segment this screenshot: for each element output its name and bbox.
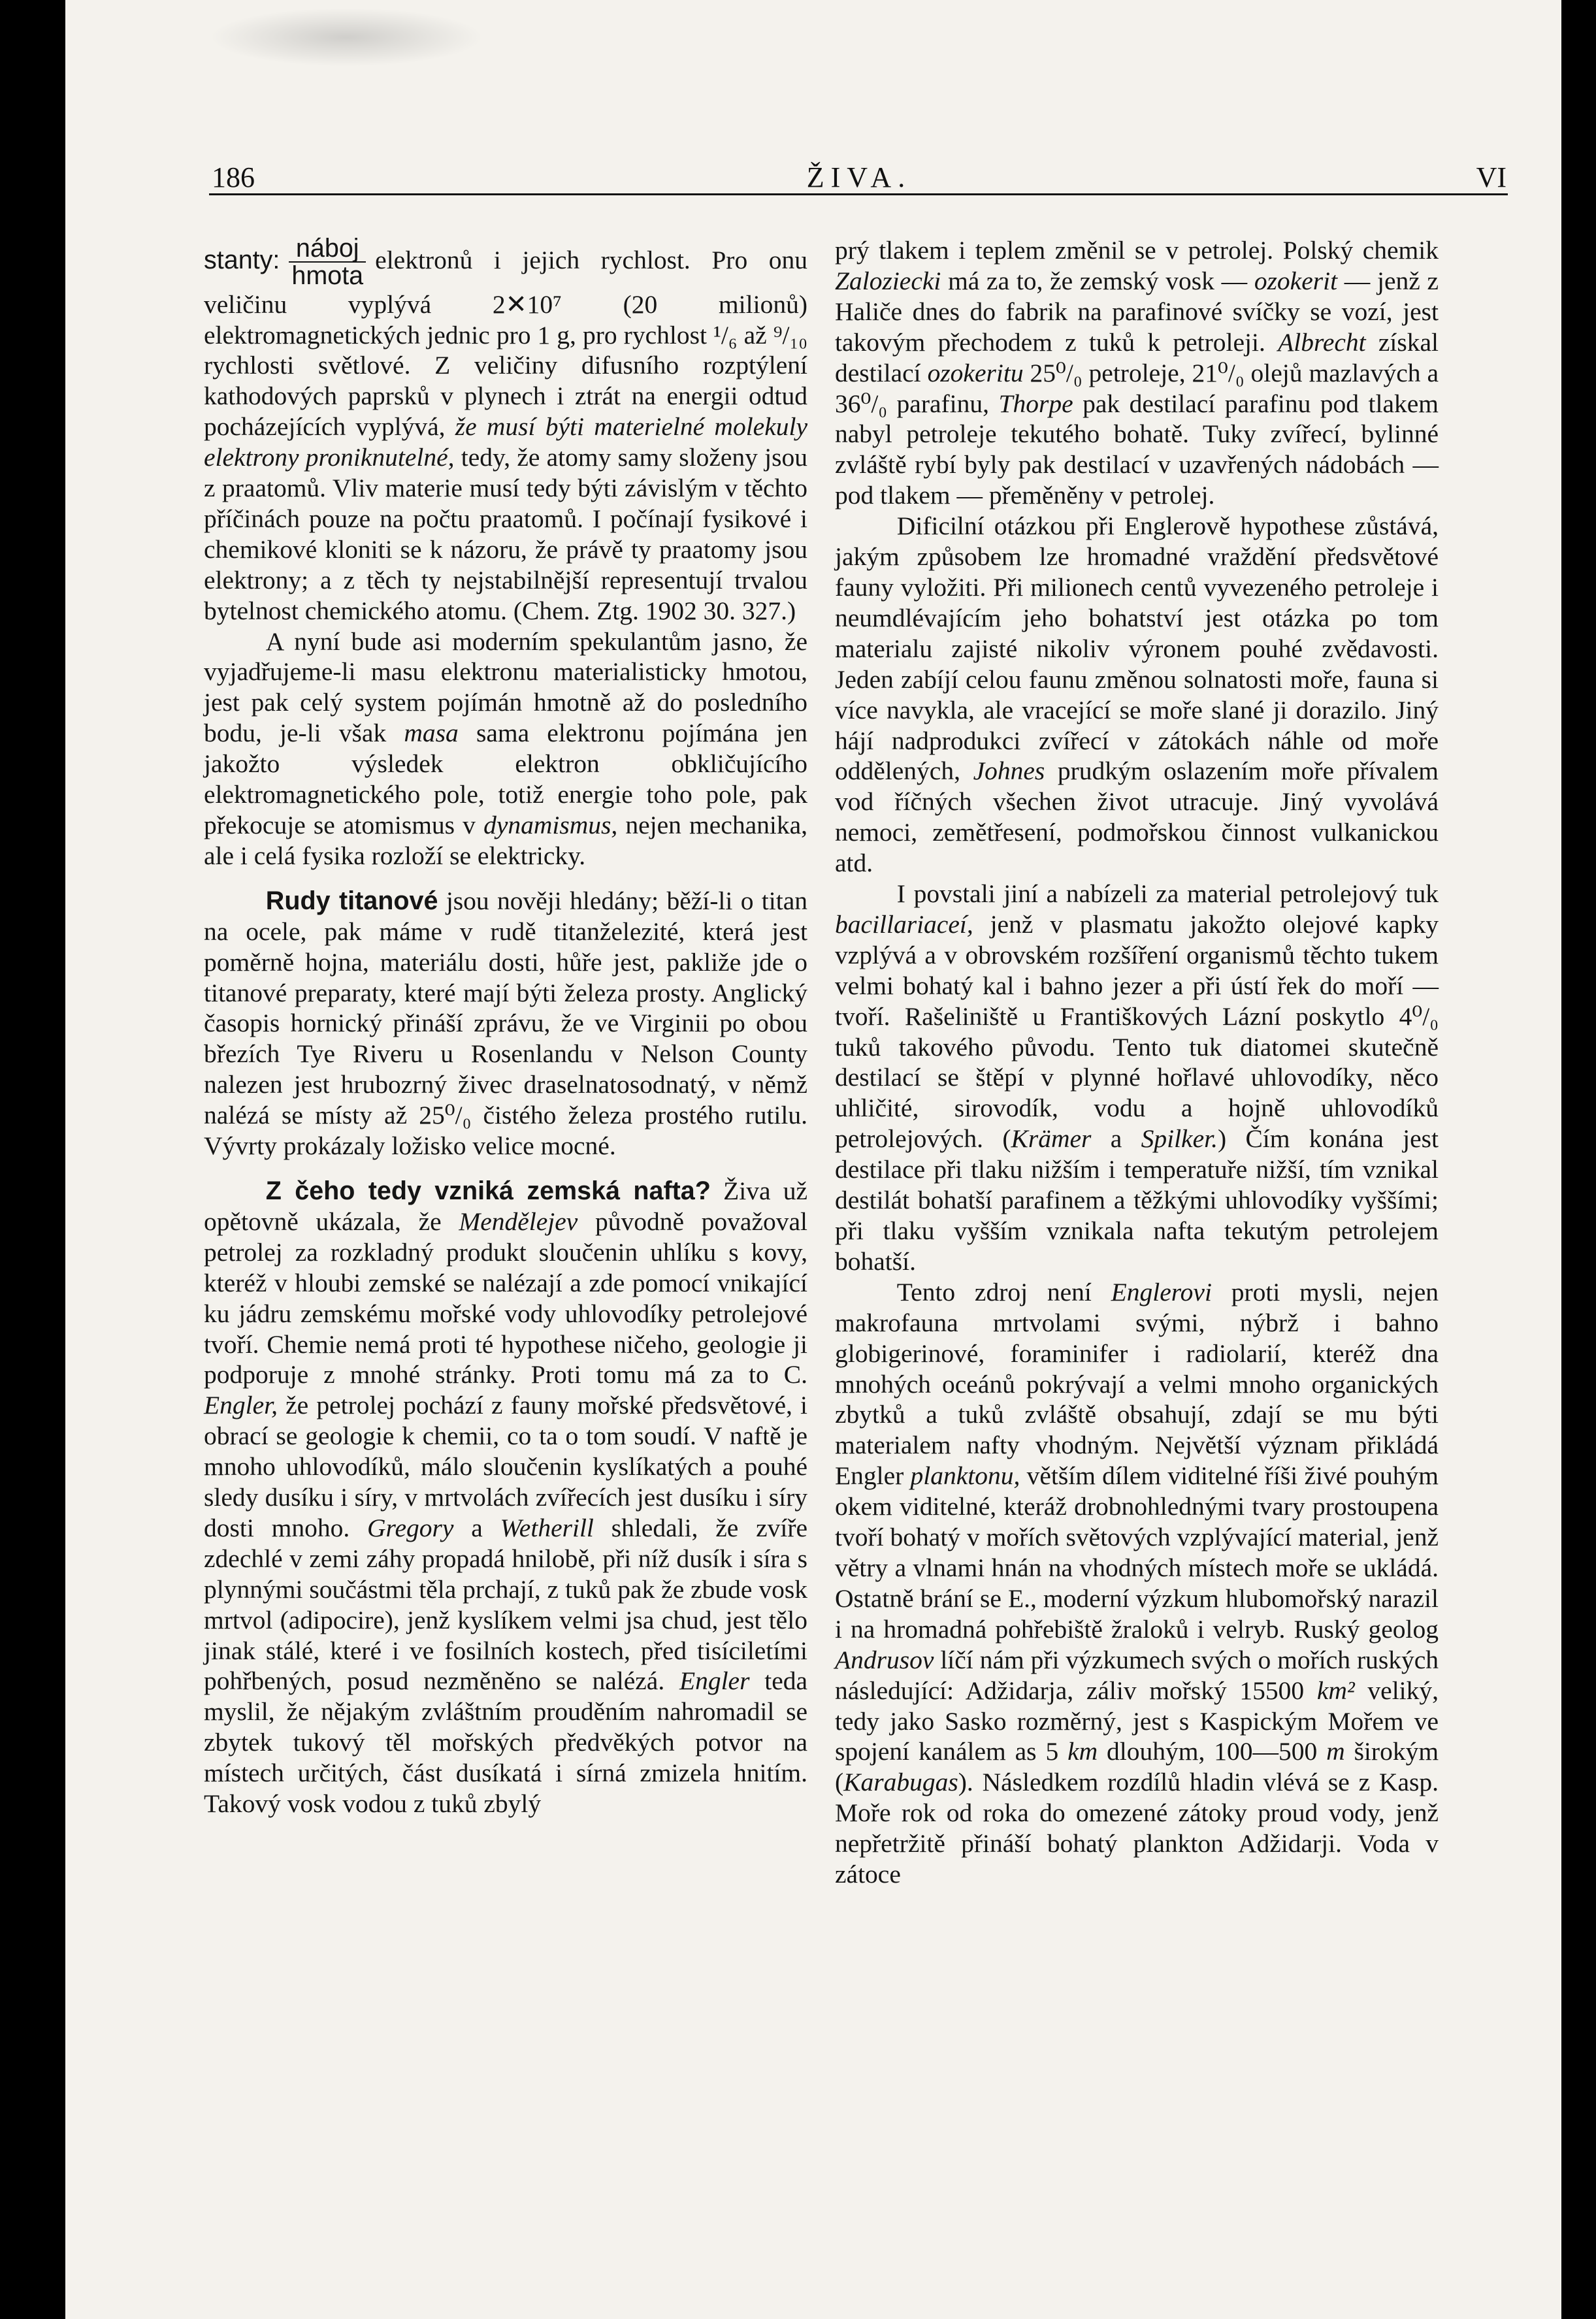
page-number: 186 <box>212 161 255 193</box>
paragraph-plankton: Tento zdroj není Englerovi proti mysli, nejen makrofauna mrtvolami svými, nýbrž i bahno globigerinové, foraminifer i radiolarií, kteréž dna mnohých oceánů pokrývají a velmi mnoho organických zbytků a tuků zvláště obsahují, zdají se mu býti materialem nafty vhodným. Největší význam přikládá Engler planktonu, větším dílem viditelné říši živé pouhým okem viditelné, kteráž drobnohlednými tvary prostoupena tvoří bohatý v mořích světových vzplývající material, jenž větry a vlnami hnán na vhodných místech moře se ukládá. Ostatně brání se E., moderní výzkum hlubomořský narazil i na hromadná pohřebiště žraloků i velryb. Ruský geolog Andrusov líčí nám při výzkumech svých o mořích ruských následující: Adžidarja, záliv mořský 15500 km² veliký, tedy jako Sasko rozměrný, jest s Kaspickým Mořem ve spojení kanálem as 5 km dlouhým, 100—500 m širokým (Karabugas). Následkem rozdílů hladin vlévá se z Kasp. Moře rok od roka do omezené zátoky proud vody, jenž nepřetržitě přináší bohatý plankton Adžidarji. Voda v zátoce <box>835 1277 1439 1889</box>
right-column <box>835 235 1439 1890</box>
section-heading-zemska-nafta: Z čeho tedy vzniká zemská nafta? <box>265 1176 711 1205</box>
paragraph-bacillariacei: I povstali jiní a nabízeli za material petrolejový tuk bacillariaceí, jenž v plasmatu jakožto olejové kapky vzplývá a v obrovském rozšíření organismů těchto tukem velmi bohatý kal i bahno jezer a při ústí řek do moří — tvoří. Rašeliniště u Františkových Lázní poskytlo 4⁰/₀ tuků takového původu. Tento tuk diatomei skutečně destilací se štěpí v plynné hořlavé uhlovodíky, něco uhličité, sirovodík, vodu a hojně uhlovodíků petrolejových. (Krämer a Spilker.) Čím konána jest destilace při tlaku nižším i temperatuře nižší, tím vznikal destilát bohatší parafinem a těžkými uhlovodíky vyššími; při tlaku vyšším vznikala nafta tekutým petrolejem bohatší. <box>835 879 1439 1276</box>
page <box>65 0 1561 2319</box>
constants-lead: stanty: <box>204 245 280 274</box>
paragraph-englerova-hypothesa: Dificilní otázkou při Englerově hypothese zůstává, jakým způsobem lze hromadné vraždění předsvětové fauny vyložiti. Při milionech centů vyvezeného petroleje i neumdlévajícím jeho bohatství jest otázka po tom materialu zajisté nikoliv výronem pouhé zvědavosti. Jeden zabíjí celou faunu změnou solnatosti moře, fauna si více navykla, ale vracející se moře slané ji dorazilo. Jiný hájí nadprodukci zvířecí v zátokách náhle od moře oddělených, Johnes prudkým oslazením moře přívalem vod říčných všechen život utracuje. Jiný vyvolává nemoci, zemětřesení, podmořskou činnost vulkanickou atd. <box>835 511 1439 878</box>
paragraph-electron-constants: stanty: $\frac{\text{náboj}}{\text{hmota}}$ elektronů i jejich rychlost. Pro onu veličinu vyplývá 2✕10⁷ (20 milionů) elektromagnetických jednic pro 1 g, pro rychlost ¹/₆ až ⁹/₁₀ rychlosti světlové. Z veličiny difusního rozptýlení kathodových paprsků v plynech i ztrát na energii odtud pocházejících vyplývá, že musí býti materielné molekuly elektrony proniknutelné, tedy, že atomy samy složeny jsou z praatomů. Vliv materie musí tedy býti závislým v těchto příčinách pouze na počtu praatomů. I počínají fysikové i chemikové kloniti se k názoru, že právě ty praatomy jsou elektrony; a z těch ty nejstabilnější representují trvalou bytelnost chemického atomu. (Chem. Ztg. 1902 30. 327.) <box>204 234 807 625</box>
article-rudy-titanove: Rudy titanové jsou nověji hledány; běží-li o titan na ocele, pak máme v rudě titanželezité, která jest poměrně hojna, materiálu dosti, hůře jest, pakliže jde o titanové preparaty, které mají býti železa prosty. Anglický časopis hornický přináší zprávu, že ve Virginii po obou březích Tye Riveru u Rosenlandu v Nelson County nalezen jest hrubozrný živec draselnatosodnatý, v němž nalézá se místy až 25⁰/₀ čistého železa prostého rutilu. Vývrty prokázaly ložisko velice mocné. <box>204 886 808 1161</box>
section-heading-rudy-titanove: Rudy titanové <box>265 886 438 915</box>
paragraph-ozokerit: prý tlakem i teplem změnil se v petrolej. Polský chemik Zaloziecki má za to, že zemský vosk — ozokerit — jenž z Haliče dnes do fabrik na parafinové svíčky se vozí, jest takovým přechodem z tuků k petroleji. Albrecht získal destilací ozokeritu 25⁰/₀ petroleje, 21⁰/₀ olejů mazlavých a 36⁰/₀ parafinu, Thorpe pak destilací parafinu pod tlakem nabyl petroleje tekutého bohatě. Tuky zvířecí, bylinné zvláště rybí byly pak destilací v uzavřených nádobách — pod tlakem — přeměněny v petrolej. <box>835 236 1439 510</box>
header-rule <box>209 193 1508 195</box>
fraction-denominator: hmota <box>291 261 364 291</box>
volume-number: VI <box>1476 161 1506 193</box>
fraction-numerator: náboj <box>289 235 366 263</box>
paragraph-masa-elektronu: A nyní bude asi moderním spekulantům jasno, že vyjadřujeme-li masu elektronu materialisticky hmotou, jest pak celý system pojímán hmotně až do posledního bodu, je-li však masa sama elektronu pojímána jen jakožto výsledek elektron obkličujícího elektromagnetického pole, totiž energie toho pole, pak překocuje se atomismus v dynamismus, nejen mechanika, ale i celá fysika rozloží se elektricky. <box>204 626 808 870</box>
scan-smudge <box>209 8 483 67</box>
charge-mass-fraction <box>289 235 366 289</box>
left-column <box>204 235 807 1819</box>
article-zemska-nafta: Z čeho tedy vzniká zemská nafta? Živa už opětovně ukázala, že Mendělejev původně považoval petrolej za rozkladný produkt sloučenin uhlíku s kovy, kteréž v hloubi zemské se nalézají a zde pomocí vnikající ku jádru zemskému mořské vody uhlovodíky petrolejové tvoří. Chemie nemá proti té hypothese ničeho, geologie ji podporuje z mnohé stránky. Proti tomu má za to C. Engler, že petrolej pochází z fauny mořské předsvětové, i obrací se geologie k chemii, co ta o tom soudí. V naftě je mnoho uhlovodíků, málo sloučenin kyslíkatých a pouhé sledy dusíku i síry, v mrtvolách zvířecích jest dusíku i síry dosti mnoho. Gregory a Wetherill shledali, že zvíře zdechlé v zemi záhy propadá hnilobě, při níž dusík i síra s plynnými součástmi těla prchají, z tuků pak že zbude vosk mrtvol (adipocire), jenž kyslíkem velmi jsa chud, jest tělo jinak stálé, které i ve fosilních kostech, před tisíciletími pohřbených, posud nezměněno se nalézá. Engler teda myslil, že nějakým zvláštním prouděním nahromadil se zbytek tukový těl mořských předvěkých potvor na místech určitých, část dusíkatá i sírná zmizela hnitím. Takový vosk vodou z tuků zbylý <box>204 1176 808 1819</box>
journal-title: ŽIVA. <box>806 161 912 193</box>
